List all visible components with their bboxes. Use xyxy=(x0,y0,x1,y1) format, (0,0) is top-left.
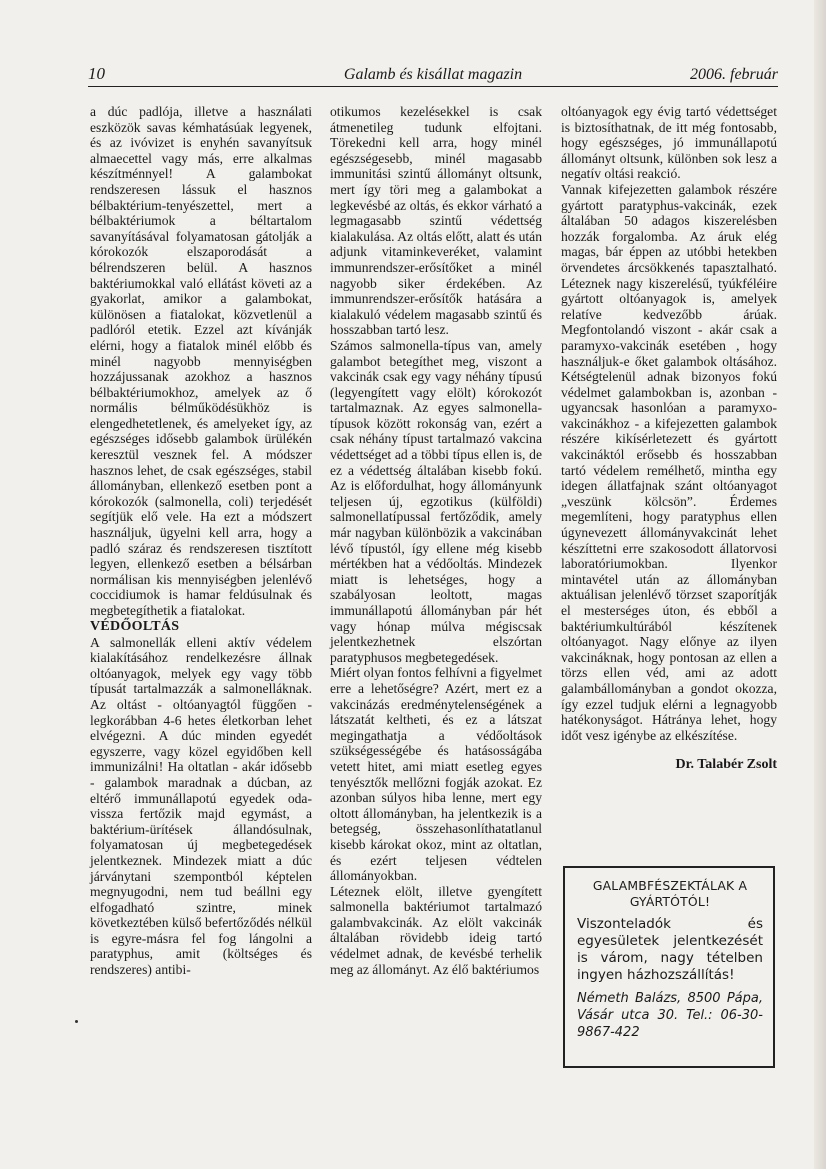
paragraph: oltóanyagok egy évig tartó védettséget is biztosíthatnak, de itt még fontosabb, hogy egészséges, jó immunállapotú állományt oltsunk, különben sok lesz a negatív oltási reakció. xyxy=(561,104,777,182)
ad-title xyxy=(577,878,763,910)
article-column-1 xyxy=(90,104,312,978)
issue-date: 2006. február xyxy=(690,66,778,83)
paragraph: A salmonellák elleni aktív védelem kialakításához rendelkezésre állnak oltóanyagok, melyek egy vagy több típusát tartalmazzák a salmonelláknak. Az oltást - oltóanyagtól függően - legkorábban 4-6 hetes életkorban lehet elvégezni. A dúc minden egyedét egyszerre, vagy közel egyidőben kell immunizálni! Ha oltatlan - akár idősebb - galambok maradnak a dúcban, az eltérő immunállapotú egyedek oda-vissza fertőzik majd egymást, a baktérium-ürítések állandósulnak, folyamatosan új megbetegedések jelentkeznek. Mindezek miatt a dúc járványtani szempontból képtelen megnyugodni, nem tud beállni egy elfogadható szintre, minek következtében külső befertőződés nélkül is egyre-másra fel fog lángolni a paratyphus, amit (költséges és rendszeres) antibi- xyxy=(90,634,312,978)
ad-title-line-1: GALAMBFÉSZEKTÁLAK A xyxy=(592,878,748,893)
paragraph: Miért olyan fontos felhívni a figyelmet erre a lehetőségre? Azért, mert ez a vakcinázás eredménytelenségének a látszatát keltheti, és ez a látszat megingathatja a védőoltások szükségességébe és hatásosságába vetett hitet, ami miatt esetleg egyes tenyésztők mellőzni fogják azokat. Ez azonban súlyos hiba lenne, mert egy oltott állományban, ha jelentkezik is a betegség, összehasonlíthatatlanul kisebb károkat okoz, mint az oltatlan, és ezért teljesen védtelen állományokban. xyxy=(330,665,542,884)
paragraph: otikumos kezelésekkel is csak átmenetileg tudunk elfojtani. Törekedni kell arra, hogy minél egészségesebb, minél magasabb immunitási szintű állományt oltsunk, mert így töri meg a galambokat a legkevésbé az oltás, és ekkor várható a legmagasabb szintű védettség kialakulása. Az oltás előtt, alatt és után adjunk vitaminkeveréket, valamint immunrendszer-erősítőket a minél nagyobb siker érdekében. Az immunrendszer-erősítők hatására a kialakuló védelem magasabb szintű és hosszabban tartó lesz. xyxy=(330,104,542,338)
paragraph: Vannak kifejezetten galambok részére gyártott paratyphus-vakcinák, ezek általában 50 adagos kiszerelésben hozzák forgalomba. Az áruk elég magas, bár éppen az utóbbi hetekben örvendetes árcsökkenés tapasztalható. Léteznek nagy kiszerelésű, tyúkféléire gyártott oltóanyagok is, amelyek relatíve kedvezőbb árúak. Megfontolandó viszont - akár csak a paramyxo-vakcinák esetében , hogy használjuk-e őket galambok oltásához. Kétségtelenül adnak bizonyos fokú védelmet galambokban is, azonban - ugyancsak hasonlóan a paramyxo-vakcinákhoz - a kifejezetten galambok részére kikísérletezett és gyártott vakcináktól erősebb és hosszabban tartó védelem remélhető, mintha egy idegen állatfajnak szánt oltóanyagot „veszünk kölcsön”. Érdemes megemlíteni, hogy paratyphus ellen úgynevezett állományvakcinát lehet készíttetni erre szakosodott állatorvosi laboratóriumokban. Ilyenkor mintavétel után az állományban aktuálisan jelenlévő törzset szaporítják el mesterséges úton, és ebből a baktériumkultúrából készítenek oltóanyagot. Nagy előnye az ilyen vakcináknak, hogy pontosan az ellen a törzs ellen véd, ami az adott galambállományban a gondot okozza, így ezzel tudjuk elérni a legnagyobb hatékonyságot. Hátránya lehet, hogy időt vesz igénybe az elkészítése. xyxy=(561,181,777,743)
advertisement-box xyxy=(563,866,775,1068)
ad-title-line-2: GYÁRTÓTÓL! xyxy=(629,894,711,909)
page-number: 10 xyxy=(88,64,105,83)
ad-contact: Németh Balázs, 8500 Pápa, Vásár utca 30. Tel.: 06-30-9867-422 xyxy=(577,991,763,1040)
paragraph: a dúc padlója, illetve a használati eszközök savas kémhatásúak legyenek, és az ivóvizet is enyhén savanyítsuk almaecettel vagy más, erre alkalmas készítménnyel! A galambokat rendszeresen lássuk el hasznos bélbaktérium-tenyészettel, mert a bélbaktériumok a béltartalom savanyításával folyamatosan gátolják a kórokozók elszaporodását a bélrendszeren belül. A hasznos baktériumokkal való ellátást követi az a gyakorlat, amikor a galambokat, különösen a fiatalokat, közvetlenül a padlóról etetik. Ezzel azt kívánják elérni, hogy a fiatalok minél előbb és minél nagyobb mennyiségben hozzájussanak azokhoz a hasznos bélbaktériumokhoz, amelyek az ő normális bélműködésükhöz is elengedhetetlenek, és amelyeket így, az egészséges idősebb galambok ürülékén keresztül vesznek fel. A módszer hasznos lehet, de csak egészséges, stabil állományban, ellenkező esetben pont a kórokozók (salmonella, coli) terjedését segítjük elő vele. Ha ezt a módszert használjuk, ügyelni kell arra, hogy a padló száraz és rendszeresen tisztított legyen, ellenkező esetben a bélsárban normálisan kis mennyiségben jelenlévő coccidiumok is hamar feldúsulnak és megbetegíthetik a fiatalokat. xyxy=(90,104,312,618)
page-edge xyxy=(814,0,826,1169)
ad-body: Viszonteladók és egyesületek jelentkezését is várom, nagy tételben ingyen házhozszállítás! xyxy=(577,916,763,983)
page-header xyxy=(88,62,778,87)
stray-mark xyxy=(75,1020,78,1023)
article-column-2 xyxy=(330,104,542,977)
subheading-vedooltas: VÉDŐOLTÁS xyxy=(90,618,180,634)
paragraph: Léteznek elölt, illetve gyengített salmonella baktériumot tartalmazó galambvakcinák. Az elölt vakcinák általában rövidebb ideig tartó védelmet adnak, de kevésbé terhelik meg az állományt. Az élő baktériumos xyxy=(330,883,542,977)
author-byline: Dr. Talabér Zsolt xyxy=(675,757,777,773)
paragraph: Számos salmonella-típus van, amely galambot betegíthet meg, viszont a vakcinák csak egy vagy néhány típusú (legyengített vagy elölt) kórokozót tartalmaznak. Az egyes salmonella-típusok között rokonság van, ezért a csak néhány típust tartalmazó vakcina védettséget ad a többi típus ellen is, de ez a védettség általában kisebb fokú. Az is előfordulhat, hogy állományunk teljesen új, egzotikus (külföldi) salmonellatípussal fertőződik, amely már nagyban különbözik a vakcinában lévő típustól, így ellene még kisebb mértékben hat a védőoltás. Mindezek miatt is lehetséges, hogy a szabályosan leoltott, magas immunállapotú állományban pár hét vagy hónap múlva mégiscsak jelentkezhetnek elszórtan paratyphusos megbetegedések. xyxy=(330,337,542,665)
article-column-3 xyxy=(561,104,777,773)
magazine-title: Galamb és kisállat magazin xyxy=(343,66,523,83)
